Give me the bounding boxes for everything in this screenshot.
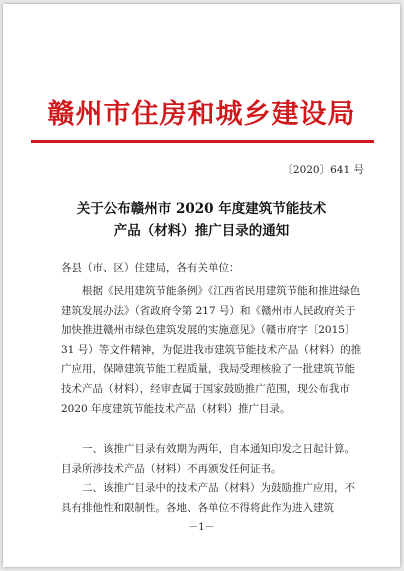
- red-divider: [31, 140, 374, 143]
- page-number: －1－: [188, 522, 215, 533]
- body-paragraph-3: 二、该推广目录中的技术产品（材料）为鼓励推广应用，不具有排他性和限制性。各地、各单位不得将此作为进入建筑: [61, 482, 355, 514]
- notice-title: [3, 198, 400, 242]
- notice-title-line-1: 关于公布赣州市 2020 年度建筑节能技术: [76, 201, 327, 217]
- body-paragraph-1: 根据《民用建筑节能条例》《江西省民用建筑节能和推进绿色建筑发展办法》（省政府令第 217 号）和《赣州市人民政府关于加快推进赣州市绿色建筑发展的实施意见》（赣市府字〔2015〕31 号）等文件精神，为促进我市建筑节能技术产品（材料）的推广应用，保障建筑节能工程质量，我局受理核验了一批建筑节能技术产品（材料），经审查属于国家鼓励推广范围，现公布我市 2020 年度建筑节能技术产品（材料）推广目录。: [61, 285, 362, 415]
- document-number: 〔2020〕641 号: [282, 164, 364, 176]
- document-page: [3, 4, 400, 567]
- addressee: 各县（市、区）住建局，各有关单位：: [61, 262, 240, 274]
- body-paragraph-2: 一、该推广目录有效期为两年，自本通知印发之日起计算。目录所涉技术产品（材料）不再颁发任何证书。: [61, 443, 355, 475]
- notice-title-line-2: 产品（材料）推广目录的通知: [113, 223, 290, 239]
- org-title: 赣州市住房和城乡建设局: [47, 99, 356, 130]
